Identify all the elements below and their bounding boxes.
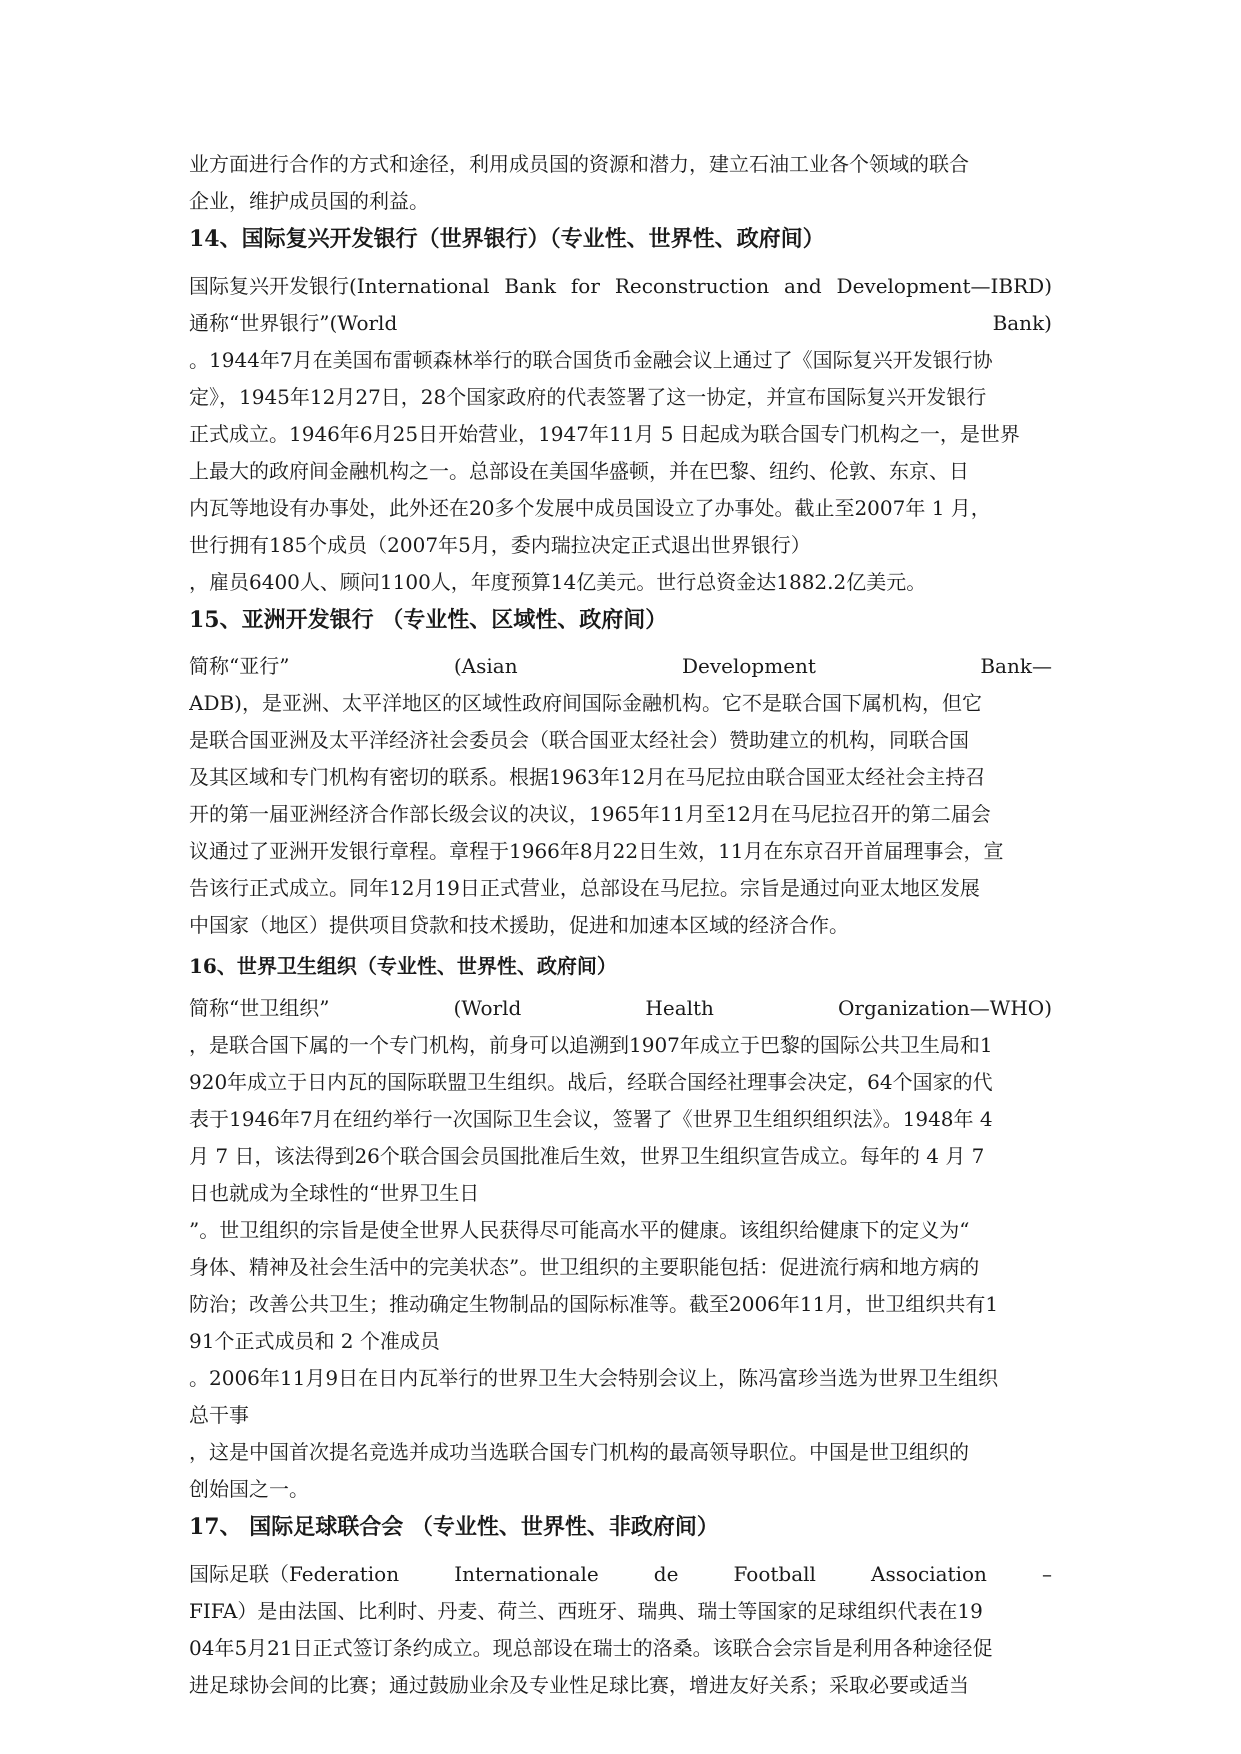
section-16-line-11: 。2006年11月9日在日内瓦举行的世界卫生大会特别会议上，陈冯富珍当选为世界卫生组织 bbox=[189, 1366, 999, 1390]
word: 通称“世界银行”(World bbox=[189, 311, 398, 335]
section-16-line-7: ”。世卫组织的宗旨是使全世界人民获得尽可能高水平的健康。该组织给健康下的定义为“ bbox=[189, 1218, 970, 1242]
section-16-line-9: 防治；改善公共卫生；推动确定生物制品的国际标准等。截至2006年11月，世卫组织共有1 bbox=[189, 1292, 999, 1316]
section-16-line-3: 920年成立于日内瓦的国际联盟卫生组织。战后，经联合国经社理事会决定，64个国家的代 bbox=[189, 1070, 993, 1094]
section-15-line-6: 议通过了亚洲开发银行章程。章程于1966年8月22日生效，11月在东京召开首届理事会，宣 bbox=[189, 839, 1004, 863]
word: – bbox=[1041, 1562, 1052, 1586]
section-14-line-9: ，雇员6400人、顾问1100人，年度预算14亿美元。世行总资金达1882.2亿美元。 bbox=[189, 570, 927, 594]
section-16-heading: 16、世界卫生组织（专业性、世界性、政府间） bbox=[189, 954, 617, 978]
section-16-line-6: 日也就成为全球性的“世界卫生日 bbox=[189, 1181, 480, 1205]
section-15-line-1 bbox=[189, 652, 1052, 680]
section-15-line-3: 是联合国亚洲及太平洋经济社会委员会（联合国亚太经社会）赞助建立的机构，同联合国 bbox=[189, 728, 969, 752]
section-16-line-14: 创始国之一。 bbox=[189, 1477, 309, 1501]
section-15-line-4: 及其区域和专门机构有密切的联系。根据1963年12月在马尼拉由联合国亚太经社会主持召 bbox=[189, 765, 986, 789]
section-16-line-4: 表于1946年7月在纽约举行一次国际卫生会议，签署了《世界卫生组织组织法》。1948年 4 bbox=[189, 1107, 993, 1131]
section-15-line-5: 开的第一届亚洲经济合作部长级会议的决议，1965年11月至12月在马尼拉召开的第二届会 bbox=[189, 802, 991, 826]
section-17-heading: 17、 国际足球联合会 （专业性、世界性、非政府间） bbox=[189, 1514, 719, 1540]
word: Development bbox=[681, 654, 816, 678]
word: Football bbox=[733, 1562, 816, 1586]
section-15-line-2: ADB)，是亚洲、太平洋地区的区域性政府间国际金融机构。它不是联合国下属机构，但它 bbox=[189, 691, 982, 715]
section-14-line-2 bbox=[189, 309, 1052, 337]
section-16-line-2: ，是联合国下属的一个专门机构，前身可以追溯到1907年成立于巴黎的国际公共卫生局和1 bbox=[189, 1033, 993, 1057]
word: Internationale bbox=[454, 1562, 599, 1586]
word: (Asian bbox=[453, 654, 518, 678]
word: Health bbox=[645, 996, 714, 1020]
section-16-line-13: ，这是中国首次提名竞选并成功当选联合国专门机构的最高领导职位。中国是世卫组织的 bbox=[189, 1440, 969, 1464]
word: and bbox=[784, 274, 822, 298]
section-14-line-3: 。1944年7月在美国布雷顿森林举行的联合国货币金融会议上通过了《国际复兴开发银行协 bbox=[189, 348, 993, 372]
word: 国际复兴开发银行(International bbox=[189, 274, 490, 298]
section-16-line-12: 总干事 bbox=[189, 1403, 249, 1427]
section-16-line-1 bbox=[189, 994, 1052, 1022]
section-17-line-1 bbox=[189, 1560, 1052, 1588]
section-16-line-10: 91个正式成员和 2 个准成员 bbox=[189, 1329, 440, 1353]
section-14-line-8: 世行拥有185个成员（2007年5月，委内瑞拉决定正式退出世界银行） bbox=[189, 533, 811, 557]
section-14-heading: 14、国际复兴开发银行（世界银行）（专业性、世界性、政府间） bbox=[189, 226, 825, 252]
section-14-line-5: 正式成立。1946年6月25日开始营业，1947年11月 5 日起成为联合国专门机构之一，是世界 bbox=[189, 422, 1020, 446]
section-15-line-7: 告该行正式成立。同年12月19日正式营业，总部设在马尼拉。宗旨是通过向亚太地区发展 bbox=[189, 876, 980, 900]
word: 简称“亚行” bbox=[189, 654, 290, 678]
word: (World bbox=[453, 996, 522, 1020]
section-14-line-1 bbox=[189, 272, 1052, 300]
word: for bbox=[570, 274, 600, 298]
section-16-line-5: 月 7 日，该法得到26个联合国会员国批准后生效，世界卫生组织宣告成立。每年的 4 月 7 bbox=[189, 1144, 985, 1168]
intro-line-1: 业方面进行合作的方式和途径，利用成员国的资源和潜力，建立石油工业各个领域的联合 bbox=[189, 152, 969, 176]
word: Association bbox=[871, 1562, 987, 1586]
word: Reconstruction bbox=[614, 274, 770, 298]
intro-line-2: 企业，维护成员国的利益。 bbox=[189, 189, 429, 213]
section-16-line-8: 身体、精神及社会生活中的完美状态”。世卫组织的主要职能包括：促进流行病和地方病的 bbox=[189, 1255, 980, 1279]
section-15-line-8: 中国家（地区）提供项目贷款和技术援助，促进和加速本区域的经济合作。 bbox=[189, 913, 849, 937]
word: Bank bbox=[504, 274, 557, 298]
word: Development—IBRD) bbox=[836, 274, 1052, 298]
word: 国际足联（Federation bbox=[189, 1562, 400, 1586]
word: 简称“世卫组织” bbox=[189, 996, 330, 1020]
word: Bank— bbox=[980, 654, 1052, 678]
word: Bank) bbox=[992, 311, 1052, 335]
section-15-heading: 15、亚洲开发银行 （专业性、区域性、政府间） bbox=[189, 607, 668, 633]
section-17-line-2: FIFA）是由法国、比利时、丹麦、荷兰、西班牙、瑞典、瑞士等国家的足球组织代表在19 bbox=[189, 1599, 983, 1623]
section-17-line-3: 04年5月21日正式签订条约成立。现总部设在瑞士的洛桑。该联合会宗旨是利用各种途径促 bbox=[189, 1636, 993, 1660]
section-14-line-4: 定》，1945年12月27日，28个国家政府的代表签署了这一协定，并宣布国际复兴开发银行 bbox=[189, 385, 987, 409]
section-17-line-4: 进足球协会间的比赛；通过鼓励业余及专业性足球比赛，增进友好关系；采取必要或适当 bbox=[189, 1673, 969, 1697]
word: de bbox=[653, 1562, 679, 1586]
section-14-line-6: 上最大的政府间金融机构之一。总部设在美国华盛顿，并在巴黎、纽约、伦敦、东京、日 bbox=[189, 459, 969, 483]
word: Organization—WHO) bbox=[838, 996, 1052, 1020]
section-14-line-7: 内瓦等地设有办事处，此外还在20多个发展中成员国设立了办事处。截止至2007年 1 月， bbox=[189, 496, 991, 520]
